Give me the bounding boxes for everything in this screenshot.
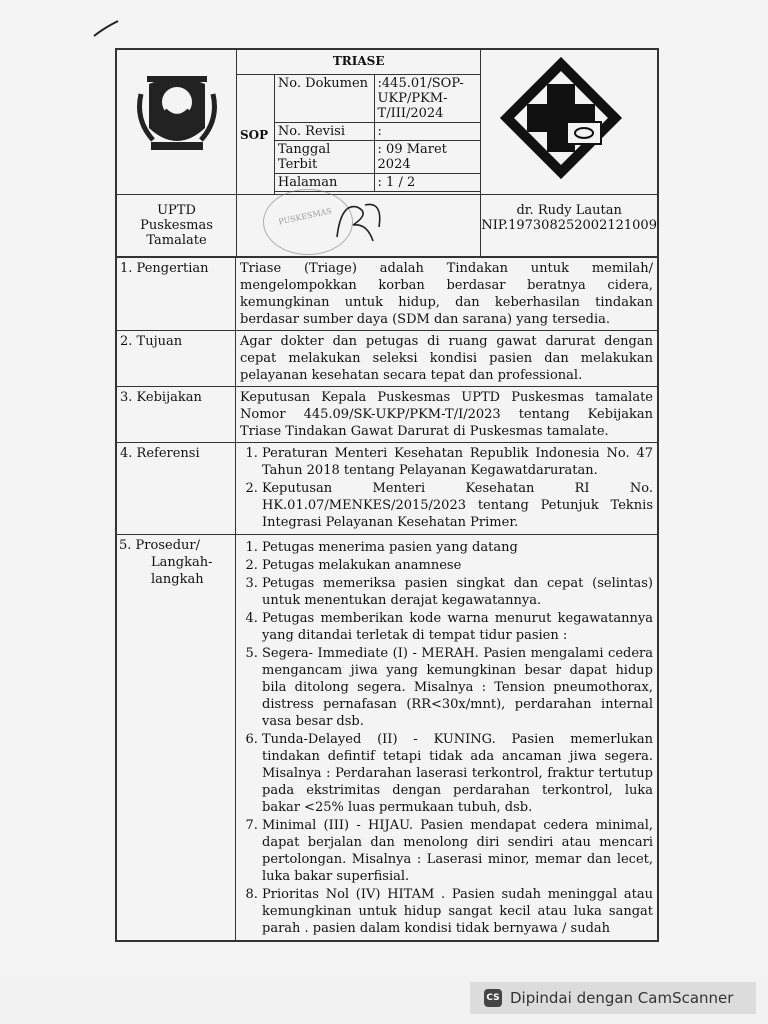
document-title: TRIASE xyxy=(237,50,481,75)
no-dokumen-label: No. Dokumen xyxy=(274,75,374,123)
list-item: 8. Prioritas Nol (IV) HITAM . Pasien sudah meninggal atau kemungkinan untuk hidup sangat kecil atau luka sangat parah . pasien dalam kondisi tidak bernyawa / sudah xyxy=(262,886,653,937)
unit-line-1: UPTD Puskesmas xyxy=(140,203,213,233)
camscanner-badge xyxy=(470,982,756,1014)
tanggal-terbit-label: Tanggal Terbit xyxy=(274,141,374,174)
signature-area xyxy=(237,195,481,257)
halaman-label: Halaman xyxy=(274,174,374,192)
no-revisi-value: : xyxy=(374,123,481,141)
camscanner-icon: CS xyxy=(484,989,502,1007)
city-logo xyxy=(117,50,237,195)
halaman-value: : 1 / 2 xyxy=(374,174,481,192)
kepala-name: dr. Rudy Lautan xyxy=(516,203,622,218)
list-item: 3. Petugas memeriksa pasien singkat dan cepat (selintas) untuk menentukan derajat kegawatannya. xyxy=(262,575,653,609)
camscanner-text: Dipindai dengan CamScanner xyxy=(510,989,734,1007)
pen-mark xyxy=(92,18,122,40)
signature xyxy=(327,197,397,245)
prosedur-label-line-1: 5. Prosedur/ xyxy=(119,538,200,553)
puskesmas-cross-icon xyxy=(481,50,642,188)
stamp-text: PUSKESMAS xyxy=(277,206,333,227)
prosedur-label-line-3: langkah xyxy=(151,572,204,587)
list-item: 5. Segera- Immediate (I) - MERAH. Pasien mengalami cedera mengancam jiwa yang kemungkinan besar dapat hidup bila ditolong segera. Misalnya : Tension pneumothorax, distress pernafasan (RR<30x/mnt), perdarahan internal vasa besar dsb. xyxy=(262,645,653,730)
sop-document xyxy=(115,48,659,942)
kebijakan-text: Keputusan Kepala Puskesmas UPTD Puskesmas tamalate Nomor 445.09/SK-UKP/PKM-T/I/2023 tentang Kebijakan Triase Tindakan Gawat Darurat di Puskesmas tamalate. xyxy=(236,387,658,443)
header-table xyxy=(116,49,658,257)
list-item: 6. Tunda-Delayed (II) - KUNING. Pasien memerlukan tindakan defintif tetapi tidak ada ancaman jiwa segera. Misalnya : Perdarahan laserasi terkontrol, fraktur tertutup pada ekstrimitas dengan perdarahan terkontrol, luka bakar <25% luas permukaan tubuh, dsb. xyxy=(262,731,653,816)
prosedur-label xyxy=(117,535,236,941)
tujuan-label: 2. Tujuan xyxy=(117,331,236,387)
kepala-nip: NIP.197308252002121009 xyxy=(481,218,657,233)
tanggal-terbit-value: : 09 Maret 2024 xyxy=(374,141,481,174)
referensi-label: 4. Referensi xyxy=(117,443,236,535)
unit-name xyxy=(117,195,237,257)
kepala-puskesmas xyxy=(481,195,658,257)
referensi-list xyxy=(236,443,658,535)
list-item: 1. Peraturan Menteri Kesehatan Republik Indonesia No. 47 Tahun 2018 tentang Pelayanan Kegawatdaruratan. xyxy=(262,445,653,479)
list-item: 1. Petugas menerima pasien yang datang xyxy=(262,539,653,556)
list-item: 4. Petugas memberikan kode warna menurut kegawatannya yang ditandai terletak di tempat tidur pasien : xyxy=(262,610,653,644)
prosedur-label-line-2: Langkah- xyxy=(151,555,213,570)
puskesmas-logo xyxy=(481,50,658,195)
prosedur-list xyxy=(236,535,658,941)
tujuan-text: Agar dokter dan petugas di ruang gawat darurat dengan cepat melakukan seleksi kondisi pasien dan melakukan pelayanan kesehatan secara tepat dan professional. xyxy=(236,331,658,387)
unit-line-2: Tamalate xyxy=(146,233,207,248)
pengertian-text: Triase (Triage) adalah Tindakan untuk memilah/ mengelompokkan korban berdasar beratnya cidera, kemungkinan untuk hidup, dan keberhasilan tindakan berdasar sumber daya (SDM dan sarana) yang tersedia. xyxy=(236,258,658,331)
sop-label: SOP xyxy=(237,75,275,195)
list-item: 2. Petugas melakukan anamnese xyxy=(262,557,653,574)
pengertian-label: 1. Pengertian xyxy=(117,258,236,331)
content-table xyxy=(116,257,658,941)
list-item: 2. Keputusan Menteri Kesehatan RI No. HK.01.07/MENKES/2015/2023 tentang Petunjuk Teknis Integrasi Pelayanan Kesehatan Primer. xyxy=(262,480,653,531)
no-dokumen-value: :445.01/SOP-UKP/PKM-T/III/2024 xyxy=(374,75,481,123)
kebijakan-label: 3. Kebijakan xyxy=(117,387,236,443)
no-revisi-label: No. Revisi xyxy=(274,123,374,141)
list-item: 7. Minimal (III) - HIJAU. Pasien mendapat cedera minimal, dapat berjalan dan menolong diri sendiri atau mencari pertolongan. Misalnya : Laserasi minor, memar dan lecet, luka bakar superfisial. xyxy=(262,817,653,885)
city-emblem-icon xyxy=(117,50,236,188)
